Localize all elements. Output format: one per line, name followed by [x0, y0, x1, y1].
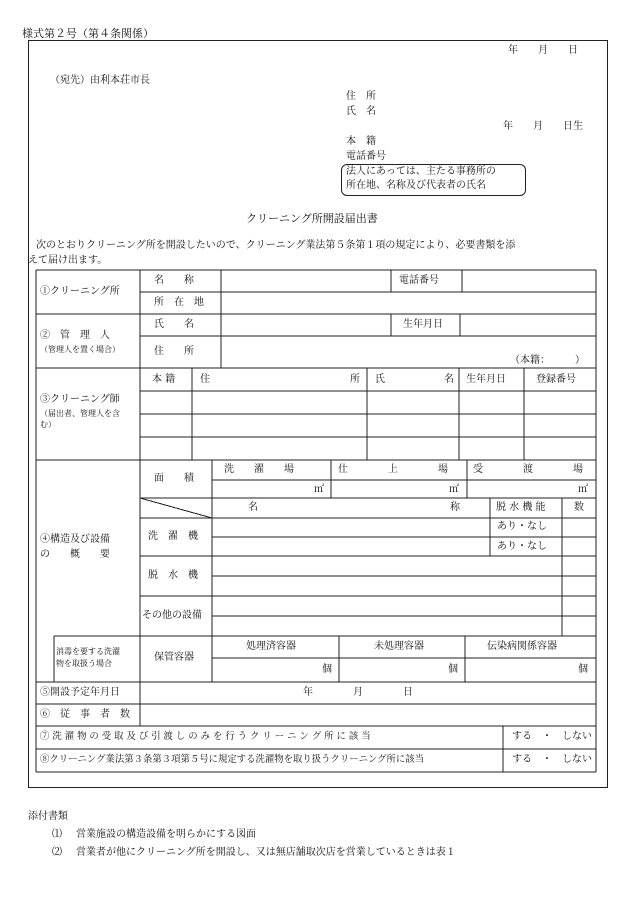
attachments-heading: 添付書類 [28, 811, 68, 822]
s4-disinfect-label-2: 物を取扱う場合 [56, 659, 112, 668]
s1-phone-label: 電話番号 [399, 275, 439, 286]
s4-treated-container: 処理済容器 [246, 641, 296, 652]
section-3-sub-1: （届出者、管理人を含 [40, 409, 120, 418]
s4-infect-container: 伝染病関係容器 [487, 641, 557, 652]
section-7-choice: する ・ しない [512, 731, 592, 742]
section-4-label-1: ④構造及び設備 [40, 534, 110, 545]
applicant-address-label: 住 所 [346, 91, 376, 102]
s3-name-header-2: 名 [444, 374, 454, 385]
attachment-2-no: ⑵ [52, 847, 62, 858]
section-6-label: ⑥ 従 事 者 数 [40, 709, 130, 720]
s2-domicile-note: （本籍： ） [510, 355, 585, 366]
section-5-label: ⑤開設予定年月日 [40, 687, 120, 698]
intro-line-1: 次のとおりクリーニング所を開設したいので、クリーニング業法第５条第１項の規定により、必要書類を添 [36, 240, 516, 251]
s4-infect-unit: 個 [578, 664, 588, 675]
corp-note-line-2: 所在地、名称及び代表者の氏名 [346, 180, 486, 191]
section-3-label: ③クリーニング師 [40, 394, 120, 405]
s2-name-label: 氏 名 [154, 319, 194, 330]
submission-date: 年 月 日 [508, 45, 578, 56]
attachment-2-text: 営業者が他にクリーニング所を開設し、又は無店舗取次店を営業しているときは表１ [76, 847, 456, 858]
intro-line-2: えて届け出ます。 [28, 255, 108, 266]
section-4-label-2: の 概 要 [40, 549, 110, 560]
section-2-sub: （管理人を置く場合） [40, 345, 120, 354]
s4-equip-name-header-2: 称 [450, 502, 460, 513]
s1-location-label: 所 在 地 [154, 297, 204, 308]
s4-wash-area: 洗 濯 場 [224, 464, 294, 475]
section-2-label: ② 管 理 人 [40, 330, 110, 341]
s4-receive-unit: ㎡ [578, 484, 588, 495]
s4-equip-name-header-1: 名 [248, 502, 258, 513]
s3-address-header-1: 住 [200, 374, 210, 385]
s4-finish-unit: ㎡ [449, 484, 459, 495]
section-8-choice: する ・ しない [512, 754, 592, 765]
s2-birth-label: 生年月日 [403, 319, 443, 330]
corp-note-line-1: 法人にあっては、主たる事務所の [346, 166, 496, 177]
s4-washer-label: 洗 濯 機 [148, 531, 198, 542]
form-number: 様式第２号（第４条関係） [22, 27, 154, 40]
s3-birth-header: 生年月日 [466, 374, 506, 385]
s4-untreated-container: 未処理容器 [374, 641, 424, 652]
s4-other-label: その他の設備 [142, 610, 202, 621]
s3-reg-header: 登録番号 [536, 374, 576, 385]
s4-washer-spin-1: あり・なし [497, 521, 547, 532]
s4-spin-header: 脱 水 機 能 [496, 502, 546, 513]
s2-address-label: 住 所 [154, 346, 194, 357]
s4-wash-unit: ㎡ [314, 484, 324, 495]
s4-washer-spin-2: あり・なし [497, 541, 547, 552]
applicant-name-label: 氏 名 [346, 106, 376, 117]
section-3-sub-2: む） [40, 420, 56, 429]
s4-area-label: 面 積 [154, 473, 194, 484]
addressee: （宛先）由利本荘市長 [50, 75, 150, 86]
attachment-1-no: ⑴ [52, 829, 62, 840]
form-title: クリーニング所開設届出書 [246, 212, 378, 225]
s4-receive-area: 受 渡 場 [473, 464, 583, 475]
s4-dryer-label: 脱 水 機 [148, 570, 198, 581]
s4-storage-label: 保管容器 [154, 652, 194, 663]
s4-treated-unit: 個 [322, 664, 332, 675]
applicant-phone-label: 電話番号 [346, 151, 386, 162]
applicant-birth-label: 年 月 日生 [503, 121, 583, 132]
section-8-label: ⑧クリーニング業法第３条第３項第５号に規定する洗濯物を取り扱うクリーニング所に該当 [40, 754, 425, 765]
applicant-domicile-label: 本 籍 [346, 136, 376, 147]
s4-finish-area: 仕 上 場 [338, 464, 448, 475]
s4-count-header: 数 [574, 502, 584, 513]
s3-address-header-2: 所 [350, 374, 360, 385]
section-7-label: ⑦ 洗 濯 物 の 受 取 及 び 引 渡 し の み を 行 う ク リ ー ニ ン グ 所 に 該 当 [40, 731, 371, 742]
s3-name-header-1: 氏 [375, 374, 385, 385]
s5-date: 年 月 日 [303, 687, 413, 698]
s4-untreated-unit: 個 [448, 664, 458, 675]
section-1-label: ①クリーニング所 [40, 286, 120, 297]
attachment-1-text: 営業施設の構造設備を明らかにする図面 [76, 829, 256, 840]
s4-disinfect-label-1: 消毒を要する洗濯 [56, 647, 120, 656]
s3-domicile-header: 本 籍 [152, 374, 176, 385]
s1-name-label: 名 称 [154, 275, 194, 286]
